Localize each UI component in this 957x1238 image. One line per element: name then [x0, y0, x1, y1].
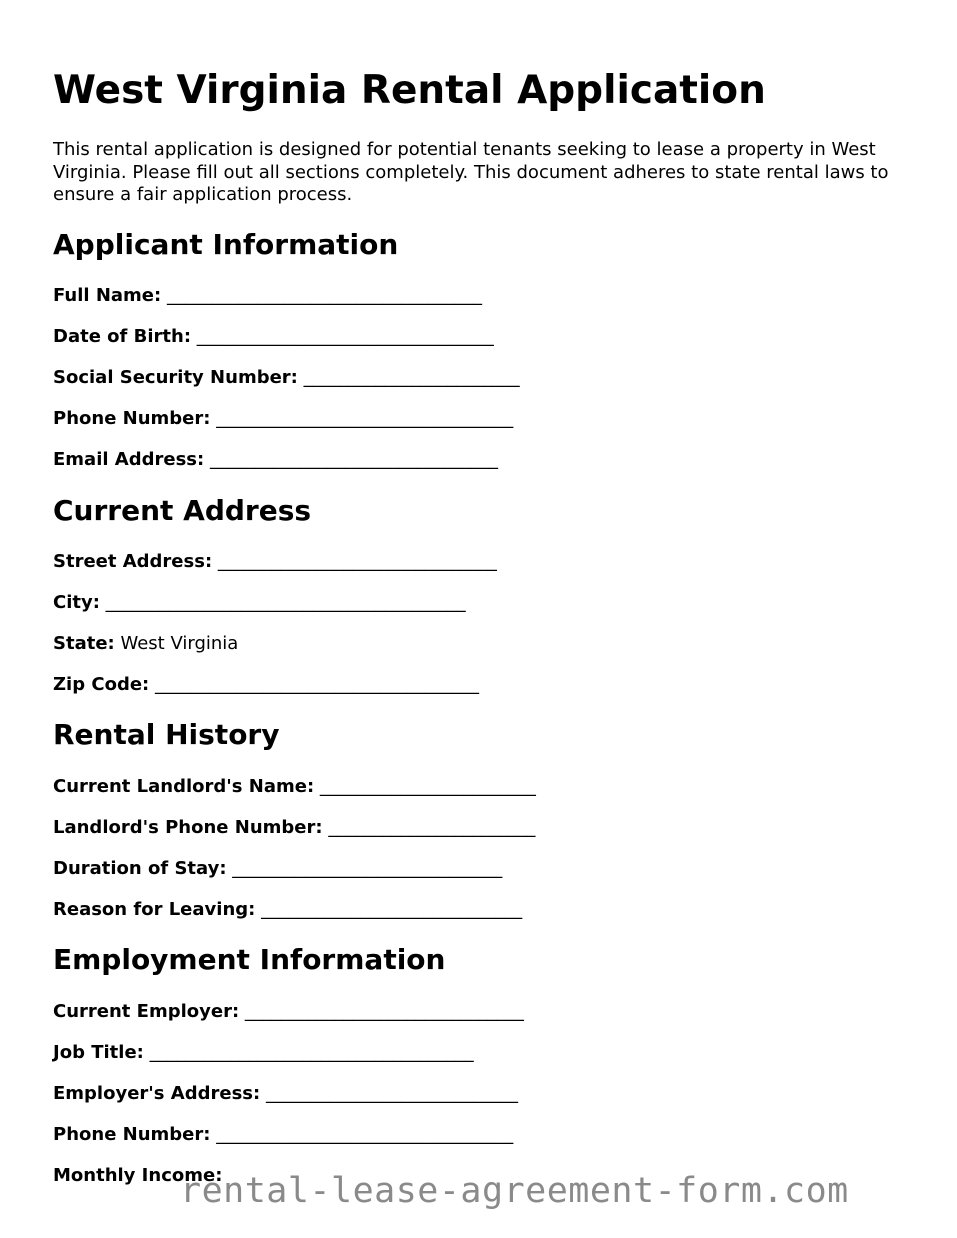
landlord-name-label: Current Landlord's Name: [53, 776, 315, 797]
date-of-birth-field[interactable] [53, 325, 494, 349]
duration-of-stay-blank[interactable]: ______________________________ [232, 858, 503, 879]
zip-code-label: Zip Code: [53, 674, 150, 695]
employer-phone-blank[interactable]: _________________________________ [216, 1124, 514, 1145]
street-address-blank[interactable]: _______________________________ [217, 551, 497, 572]
job-title-blank[interactable]: ____________________________________ [149, 1042, 474, 1063]
ssn-blank[interactable]: ________________________ [303, 367, 520, 388]
phone-number-blank[interactable]: _________________________________ [216, 408, 514, 429]
city-label: City: [53, 592, 100, 613]
reason-for-leaving-blank[interactable]: _____________________________ [261, 899, 523, 920]
section-heading-employment: Employment Information [53, 943, 446, 976]
ssn-label: Social Security Number: [53, 367, 298, 388]
employer-address-field[interactable] [53, 1082, 518, 1106]
ssn-field[interactable] [53, 366, 520, 390]
section-heading-current-address: Current Address [53, 494, 312, 527]
employer-address-blank[interactable]: ____________________________ [265, 1083, 518, 1104]
state-value: West Virginia [120, 633, 239, 654]
email-address-field[interactable] [53, 448, 498, 472]
intro-paragraph: This rental application is designed for potential tenants seeking to lease a property in West Virginia. Please fill out all sections completely. This document adheres to state rental laws to ensure a fair application process. [53, 139, 889, 205]
employer-phone-field[interactable] [53, 1123, 513, 1147]
current-employer-label: Current Employer: [53, 1001, 240, 1022]
employer-phone-label: Phone Number: [53, 1124, 211, 1145]
duration-of-stay-field[interactable] [53, 857, 502, 881]
city-field[interactable] [53, 591, 466, 615]
landlord-name-blank[interactable]: ________________________ [319, 776, 536, 797]
date-of-birth-label: Date of Birth: [53, 326, 192, 347]
city-blank[interactable]: ________________________________________ [105, 592, 466, 613]
page-title: West Virginia Rental Application [53, 68, 766, 113]
state-label: State: [53, 633, 115, 654]
phone-number-field[interactable] [53, 407, 513, 431]
section-heading-rental-history: Rental History [53, 718, 280, 751]
watermark-text: rental-lease-agreement-form.com [180, 1171, 849, 1211]
email-address-blank[interactable]: ________________________________ [209, 449, 498, 470]
phone-number-label: Phone Number: [53, 408, 211, 429]
full-name-blank[interactable]: ___________________________________ [166, 285, 482, 306]
current-employer-field[interactable] [53, 1000, 524, 1024]
zip-code-field[interactable] [53, 673, 479, 697]
reason-for-leaving-field[interactable] [53, 898, 522, 922]
state-field [53, 632, 238, 656]
zip-code-blank[interactable]: ____________________________________ [154, 674, 479, 695]
full-name-label: Full Name: [53, 285, 162, 306]
reason-for-leaving-label: Reason for Leaving: [53, 899, 256, 920]
landlord-phone-label: Landlord's Phone Number: [53, 817, 323, 838]
job-title-field[interactable] [53, 1041, 474, 1065]
duration-of-stay-label: Duration of Stay: [53, 858, 227, 879]
street-address-label: Street Address: [53, 551, 213, 572]
street-address-field[interactable] [53, 550, 497, 574]
section-heading-applicant: Applicant Information [53, 228, 399, 261]
landlord-name-field[interactable] [53, 775, 536, 799]
full-name-field[interactable] [53, 284, 482, 308]
landlord-phone-blank[interactable]: _______________________ [328, 817, 536, 838]
employer-address-label: Employer's Address: [53, 1083, 261, 1104]
date-of-birth-blank[interactable]: _________________________________ [196, 326, 494, 347]
job-title-label: Job Title: [53, 1042, 144, 1063]
email-address-label: Email Address: [53, 449, 205, 470]
landlord-phone-field[interactable] [53, 816, 535, 840]
current-employer-blank[interactable]: _______________________________ [244, 1001, 524, 1022]
monthly-income-label: Monthly Income: [53, 1165, 223, 1186]
